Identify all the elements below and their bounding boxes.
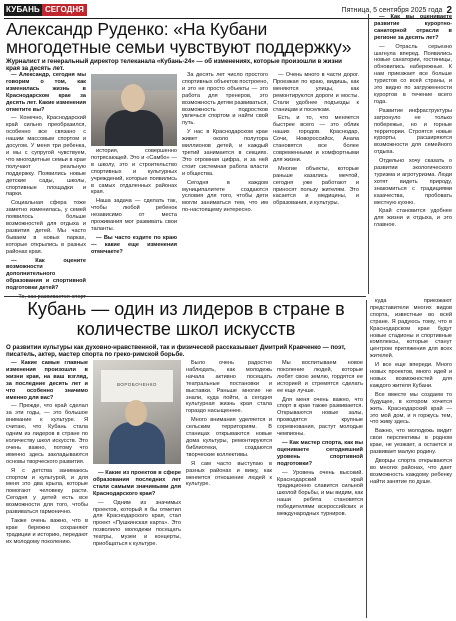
interview-question: — Как мастер спорта, как вы оцениваете сегодняшний уровень спортивной подготовки? (277, 439, 363, 467)
article-paragraph: — Конечно, Краснодарский край сильно преобразился, особенно все связано с нашим массовым спортом и досугом. У меня три ребенка, и мы с супругой чувствуем, что многодетные семьи в крае получают реальную поддержку. Появились новые детские сады, школы, спортивные площадки и парки. (6, 115, 86, 198)
issue-date: Пятница, 5 сентября 2025 года (341, 6, 443, 14)
article-paragraph: Я сам часто выступаю в разных районах и вижу, как меняется отношение людей к культуре. (186, 460, 272, 488)
photo-board-caption: ВОРОБОЧЕНКО (117, 382, 157, 387)
article2-column-3 (186, 360, 272, 618)
column-divider (368, 14, 369, 294)
article1-column-1 (6, 72, 86, 302)
article1-subtitle: Журналист и генеральный директор телеканала «Кубань-24» — об изменениях, которые произошли в жизни края за десять лет. (6, 58, 342, 73)
article-paragraph: Дворцы спорта открываются во многих районах, что дает возможность каждому ребенку найти занятие по душе. (370, 457, 452, 485)
article-paragraph: Также очень важно, что в крае бережно сохраняют традиции и историю, передают их молодому поколению. (6, 517, 88, 545)
article2-portrait-photo (93, 360, 181, 464)
article-paragraph: — Отрасль серьезно шагнула вперед. Появились новые санатории, гостиницы, обновились набережные. К нам приезжает все больше туристов со всей страны, и это видно по загруженности курортов в течение всего года. (374, 43, 452, 105)
article1-portrait-photo (91, 74, 177, 146)
article2-subtitle: О развитии культуры как духовно-нравственной, так и физической рассказывает Дмитрий Кравченко — поэт, писатель, актер, мастер спорта по греко-римской борьбе. (6, 344, 346, 359)
newspaper-logo (4, 4, 87, 16)
article2-title: Кубань — один из лидеров в стране в количестве школ искусств (27, 299, 345, 339)
interview-question: — Как оцените возможности дополнительного образования и спортивной подготовки детей? (6, 257, 86, 292)
article-paragraph: — Очень много в части дорог. Проезжая по краю, видишь, как меняются улицы, как ремонтируются дороги и мосты. Стали удобнее подъезды к станицам и поселкам. (273, 72, 359, 113)
article-paragraph: Социальная сфера тоже заметно изменилась, у семей появилось больше возможностей для отдыха и развития детей. Мы часто бываем в новых парках, которые открылись в разных районах края. (6, 200, 86, 255)
article-paragraph: Мы воспитываем новое поколение людей, которые любят свою землю, гордятся ее историей и стремятся сделать ее еще лучше. (277, 360, 363, 394)
article-paragraph: Сегодня в каждом муниципалитете создаются условия для того, чтобы дети могли заниматься тем, что им по-настоящему интересно. (182, 179, 268, 214)
interview-question: — Александр, сегодня мы говорим о том, как изменилась жизнь в Краснодарском крае за десять лет. Какие изменения отметите вы? (6, 72, 86, 113)
article-paragraph: И все еще впереди. Много новых проектов, много идей и новых возможностей для каждого жителя Кубани. (370, 362, 452, 389)
interview-question: — Какие из проектов в сфере образования последних лет стали самыми значимыми для Краснодарского края? (93, 470, 181, 497)
article1-title: Александр Руденко: «На Кубани многодетные семьи чувствуют поддержку» (6, 19, 352, 57)
article-paragraph: Край становится удобнее для жизни и отдыха, и это главное. (374, 208, 452, 229)
article-paragraph: Было очень радостно наблюдать, как молодежь начала активно посещать театральные постановки и выставки. Раньше многие не знали, куда пойти, а сегодня культурная жизнь края стала гораздо насыщеннее. (186, 360, 272, 415)
article1-column-4 (374, 14, 452, 282)
interview-question: — Вы часто ездите по краю — какие еще изменения отмечаете? (91, 234, 177, 255)
article-paragraph: — Прежде, что край сделал за эти годы, — это большое внимание к культуре. Я считаю, что Кубань стала одним из лидеров в стране по количеству школ искусств. Это очень важно, потому что именно здесь закладываются основы творческого развития. (6, 403, 88, 465)
article-paragraph: куда приезжают представители многих видов спорта, известные во всей стране. Я радуюсь тому, что в Краснодарском крае будут новые стадионы и спортивные комплексы, которые станут центром притяжения для всех жителей. (370, 298, 452, 360)
interview-question: — Какие самые главные изменения произошли в жизни края, на ваш взгляд, за последние десять лет и что особенно значимо именно для вас? (6, 360, 88, 401)
article2-column-5 (370, 298, 452, 618)
section-divider (4, 296, 366, 297)
article-paragraph: Есть и то, что меняется быстрее всего — это облик наших городов. Краснодар, Сочи, Новороссийск, Анапа становятся все более современными и комфортными для жизни. (273, 115, 359, 163)
article1-column-2b (91, 148, 177, 298)
logo-segodnya: СЕГОДНЯ (42, 4, 87, 16)
article-paragraph: — Уровень очень высокий. Краснодарский край традиционно славится сильной школой борьбы, и мы видим, как наши ребята становятся победителями всероссийских и международных турниров. (277, 469, 363, 518)
article-paragraph: Отдельно хочу сказать о развитии экологического туризма и агротуризма. Люди хотят видеть природу, знакомиться с традициями казачества, пробовать местную кухню. (374, 158, 452, 206)
interview-question: — Как вы оцениваете развитие курортно-санаторной отрасли в регионе за десять лет? (374, 14, 452, 41)
article-paragraph: Важно, что молодежь видит свои перспективы в родном крае, не уезжает, а остается и развивает малую родину. (370, 428, 452, 456)
article-paragraph: Наша задача — сделать так, чтобы любой ребенок независимо от места проживания мог развивать свои таланты. (91, 198, 177, 232)
article-paragraph: Я с детства занимаюсь спортом и культурой, и для меня это два крыла, которые помогают человеку расти. Сегодня у детей есть все возможности для того, чтобы развиваться гармонично. (6, 467, 88, 516)
article-paragraph: — Одним из значимых проектов, который я бы отметил для Краснодарского края, стал проект «Пушкинская карта». Это позволило молодежи посещать театры, музеи и концерты, приобщаться к культуре. (93, 499, 181, 548)
article-paragraph: Много внимания уделяется и сельским территориям. В станицах открываются новые дома культуры, ремонтируются библиотеки, создаются творческие коллективы. (186, 417, 272, 458)
article-paragraph: Для меня очень важно, что спорт в крае также развивается. Открываются новые залы, проводятся крупные соревнования, растут молодые чемпионы. (277, 396, 363, 438)
article2-column-1 (6, 360, 88, 618)
article-paragraph: Все вместе мы создаем то будущее, в котором хочется жить. Краснодарский край — это мой дом, и я горжусь тем, что живу здесь. (370, 391, 452, 426)
article2-column-2 (93, 470, 181, 618)
article-paragraph: история, совершенно потрясающей. Это и «Самбо» — в школу, это и строительство спортивных и культурных учреждений, которые появились в самых отдаленных районах края. (91, 148, 177, 196)
article-paragraph: За десять лет число простого спортивных объектов построено, и это не просто объекты — это работа для тренеров, это возможность детям развиваться, возможность подростков увлечься спортом и найти свой путь. (182, 72, 268, 127)
article-paragraph: У нас в Краснодарском крае живет около полутора миллионов детей, и каждый третий занимается в секциях. Это огромная цифра, и за ней стоит системная работа власти и общества. (182, 129, 268, 177)
article-paragraph: — То, как развивается спорт (11, 294, 86, 301)
article-paragraph: Многие объекты, которые раньше казались мечтой, сегодня уже работают и приносят пользу жителям. Это касается и медицины, и образования, и культуры. (273, 165, 359, 207)
column-divider (366, 300, 367, 618)
article2-column-4 (277, 360, 363, 618)
article1-column-2 (182, 72, 268, 292)
page-number: 2 (446, 4, 452, 16)
article1-column-3 (273, 72, 359, 292)
article-paragraph: Развитие инфраструктуры затронуло не только побережье, но и горные территории. Строятся новые курорты, расширяются возможности для семейного отдыха. (374, 107, 452, 156)
logo-kuban: КУБАНЬ (6, 5, 41, 14)
